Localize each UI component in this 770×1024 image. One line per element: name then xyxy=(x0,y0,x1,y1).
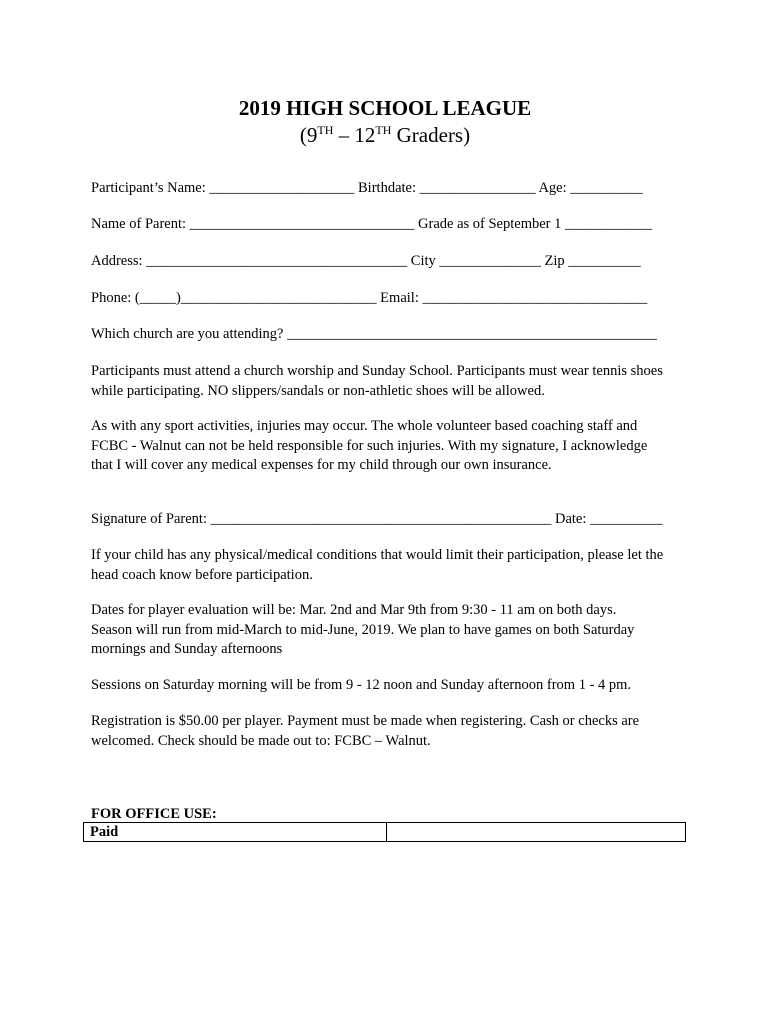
sessions-paragraph xyxy=(91,676,691,696)
office-use-table xyxy=(83,822,686,842)
phone-email-line[interactable]: Phone: (_____)___________________________ Email: _______________________________ xyxy=(91,290,648,306)
paragraph-line: As with any sport activities, injuries may occur. The whole volunteer based coaching staff and xyxy=(91,418,638,434)
subtitle-close: Graders) xyxy=(391,123,471,147)
medical-paragraph xyxy=(91,546,691,585)
paragraph-line: while participating. NO slippers/sandals or non-athletic shoes will be allowed. xyxy=(91,382,545,399)
participant-info-line[interactable]: Participant’s Name: ____________________ Birthdate: ________________ Age: __________ xyxy=(91,180,643,196)
liability-paragraph xyxy=(91,417,691,476)
subtitle-sup-2: TH xyxy=(375,123,392,137)
paragraph-line: If your child has any physical/medical conditions that would limit their participation, please let the xyxy=(91,547,664,563)
paragraph-line: head coach know before participation. xyxy=(91,566,313,583)
paragraph-line: mornings and Sunday afternoons xyxy=(91,641,283,657)
address-line[interactable]: Address: ____________________________________ City ______________ Zip __________ xyxy=(91,253,641,269)
subtitle-mid: – 12 xyxy=(333,123,376,147)
form-subtitle xyxy=(0,120,770,150)
church-line[interactable]: Which church are you attending? ___________________________________________________ xyxy=(91,326,657,342)
subtitle-sup-1: TH xyxy=(317,123,334,137)
parent-grade-line[interactable]: Name of Parent: _______________________________ Grade as of September 1 ____________ xyxy=(91,216,652,232)
paragraph-line: that I will cover any medical expenses for my child through our own insurance. xyxy=(91,457,552,473)
attendance-paragraph xyxy=(91,362,691,401)
signature-line[interactable]: Signature of Parent: _______________________________________________ Date: __________ xyxy=(91,511,663,527)
paid-label: Paid xyxy=(84,823,387,842)
registration-fee-paragraph xyxy=(91,712,691,751)
paragraph-line: Season will run from mid-March to mid-June, 2019. We plan to have games on both Saturday xyxy=(91,621,635,638)
paragraph-line: Participants must attend a church worship and Sunday School. Participants must wear tennis shoes xyxy=(91,363,663,379)
paragraph-line: Sessions on Saturday morning will be from 9 - 12 noon and Sunday afternoon from 1 - 4 pm. xyxy=(91,677,632,693)
paragraph-line: FCBC - Walnut can not be held responsible for such injuries. With my signature, I acknowledge xyxy=(91,437,648,454)
paragraph-line: welcomed. Check should be made out to: FCBC – Walnut. xyxy=(91,732,431,749)
form-title: 2019 HIGH SCHOOL LEAGUE xyxy=(238,96,532,120)
office-use-heading: FOR OFFICE USE: xyxy=(91,806,217,822)
paragraph-line: Dates for player evaluation will be: Mar. 2nd and Mar 9th from 9:30 - 11 am on both days. xyxy=(91,602,617,618)
dates-paragraph xyxy=(91,601,691,660)
paid-value-cell[interactable] xyxy=(387,823,686,842)
paragraph-line: Registration is $50.00 per player. Payment must be made when registering. Cash or checks are xyxy=(91,713,640,729)
subtitle-open: (9 xyxy=(299,123,318,147)
table-row xyxy=(84,823,686,842)
